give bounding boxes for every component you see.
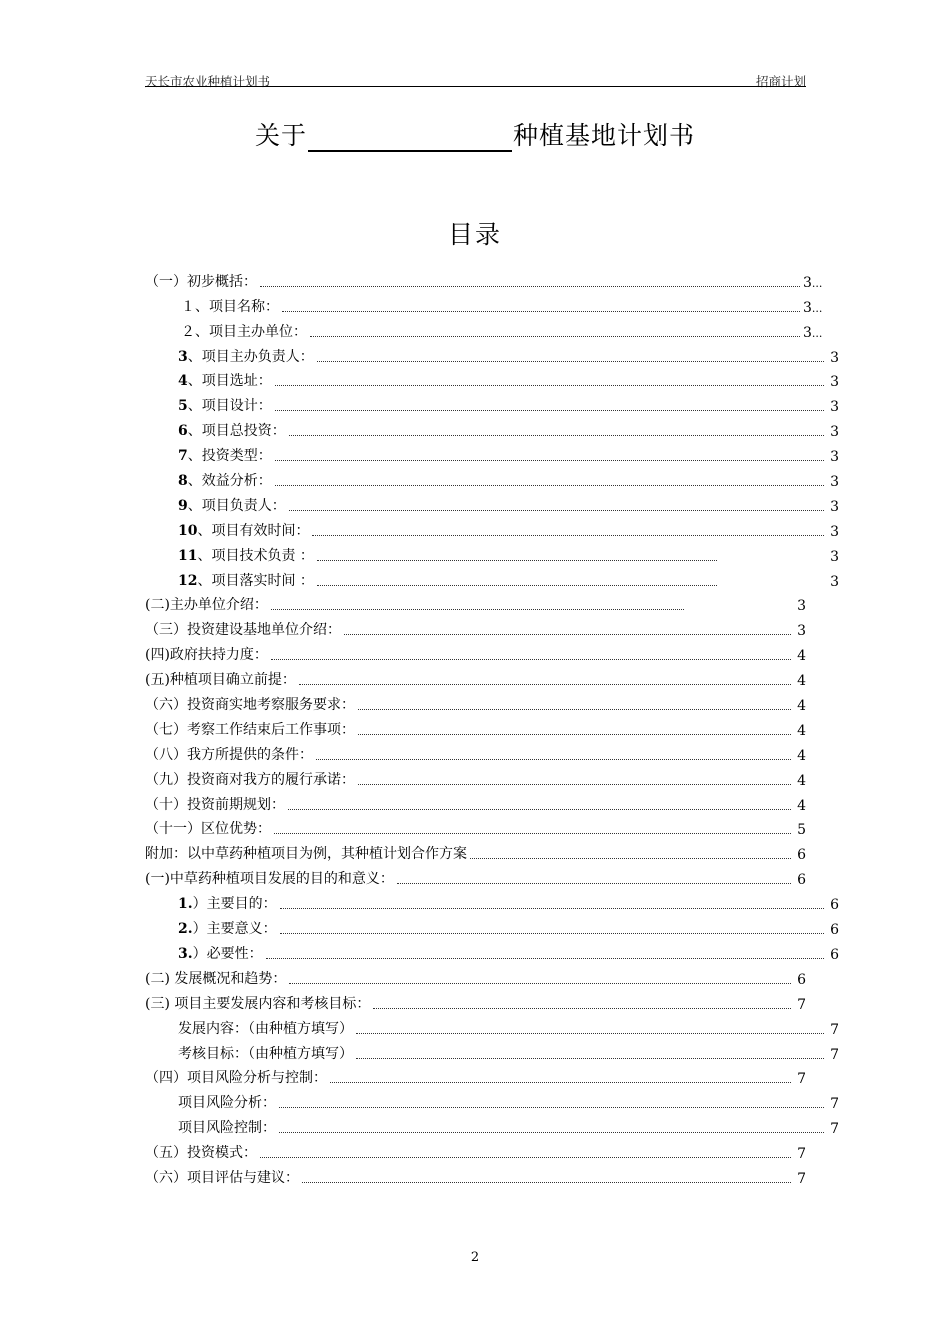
toc-entry-text: （六）项目评估与建议： [145, 1169, 299, 1186]
toc-entry-page: 4 [797, 797, 806, 814]
toc-entry[interactable] [145, 639, 806, 664]
toc-leader-dots [274, 832, 791, 834]
toc-entry-page: 4 [797, 698, 806, 715]
toc-entry-page: 3 [830, 424, 839, 441]
toc-entry[interactable] [145, 963, 806, 988]
toc-entry-number: 4 [178, 373, 188, 390]
toc-entry-text: 、项目总投资： [187, 423, 286, 440]
toc-entry-text: 附加：以中草药种植项目为例，其种植计划合作方案 [145, 846, 467, 863]
toc-entry[interactable] [145, 988, 806, 1013]
toc-entry-number: 5 [178, 398, 188, 415]
toc-entry-page: 3 [830, 548, 839, 565]
toc-entry-trail: ... [811, 301, 823, 315]
toc-leader-dots [279, 1106, 824, 1108]
toc-entry-page: 3... [803, 274, 823, 291]
toc-leader-dots [310, 335, 800, 337]
toc-entry-text: 项目风险控制： [178, 1120, 276, 1137]
toc-entry-page: 3 [830, 474, 839, 491]
toc-entry-label [145, 719, 355, 739]
toc-entry-number: 7 [178, 448, 188, 465]
toc-leader-dots [317, 360, 824, 362]
toc-entry-text: 、项目选址： [187, 373, 272, 390]
header-document-title: 天长市农业种植计划书 [145, 74, 271, 89]
toc-entry-label [145, 694, 355, 714]
toc-leader-dots [260, 285, 800, 287]
toc-leader-dots [330, 1081, 791, 1083]
toc-entry-label [178, 545, 314, 565]
toc-entry-label [145, 644, 268, 664]
toc-entry-page: 7 [797, 996, 806, 1013]
toc-entry-label [178, 893, 277, 913]
toc-entry[interactable] [145, 415, 839, 440]
toc-leader-dots [358, 783, 791, 785]
toc-entry-label [145, 843, 467, 863]
toc-entry-number: 1. [178, 896, 193, 913]
toc-entry-page: 3 [830, 498, 839, 515]
toc-entry[interactable] [145, 789, 806, 814]
toc-entry-text: 、项目设计： [187, 398, 272, 415]
toc-entry[interactable] [145, 888, 839, 913]
toc-entry[interactable] [145, 714, 806, 739]
toc-entry[interactable] [145, 689, 806, 714]
toc-entry-text: 考核目标：（由种植方填写） [178, 1045, 353, 1062]
toc-entry-text: （四）项目风险分析与控制： [145, 1070, 327, 1087]
toc-entry-page: 6 [797, 847, 806, 864]
toc-leader-dots [275, 459, 824, 461]
toc-entry-label [178, 570, 314, 590]
toc-entry-page: 7 [830, 1096, 839, 1113]
page-number: 2 [470, 1250, 480, 1265]
toc-entry[interactable] [145, 764, 806, 789]
toc-entry[interactable] [145, 515, 839, 540]
toc-entry[interactable] [145, 838, 806, 863]
toc-entry[interactable] [145, 390, 839, 415]
toc-leader-dots [282, 310, 800, 312]
toc-entry-page: 4 [797, 673, 806, 690]
toc-entry[interactable] [145, 1137, 806, 1162]
toc-entry-label [178, 420, 286, 440]
toc-entry[interactable] [145, 490, 839, 515]
toc-entry-number: 11 [178, 547, 198, 564]
toc-entry-label [178, 470, 272, 490]
toc-entry-text: 、项目主办负责人： [187, 348, 314, 365]
toc-entry-page: 3 [797, 623, 806, 640]
toc-entry-label [181, 321, 307, 341]
toc-entry-label [145, 1167, 299, 1187]
toc-entry-label [178, 1043, 353, 1063]
toc-entry[interactable] [145, 440, 839, 465]
toc-entry[interactable] [145, 814, 806, 839]
toc-leader-dots [289, 509, 824, 511]
toc-entry[interactable] [145, 465, 839, 490]
toc-entry-text: （六）投资商实地考察服务要求： [145, 697, 355, 714]
toc-entry-page: 4 [797, 747, 806, 764]
toc-entry-label [145, 794, 285, 814]
toc-entry[interactable] [145, 1162, 806, 1187]
toc-entry[interactable] [145, 1038, 839, 1063]
title-suffix: 种植基地计划书 [513, 121, 696, 150]
toc-entry-number: 9 [178, 497, 188, 514]
toc-entry-label [145, 868, 394, 888]
toc-entry-number: 8 [178, 473, 188, 490]
toc-leader-dots [470, 857, 791, 859]
toc-entry-text: 、项目有效时间： [197, 522, 310, 539]
toc-entry-page: 3... [803, 299, 823, 316]
toc-entry-page: 5 [797, 822, 806, 839]
toc-entry-number: 10 [178, 522, 198, 539]
toc-entry-page: 4 [797, 772, 806, 789]
toc-entry-text: (一)中草药种植项目发展的目的和意义： [145, 871, 394, 888]
toc-entry-text: (二) 发展概况和趋势： [145, 970, 287, 987]
toc-entry-text: ）主要意义： [192, 921, 277, 938]
header-section-title: 招商计划 [755, 74, 806, 89]
toc-entry-page: 3... [803, 324, 823, 341]
toc-entry[interactable] [145, 1013, 839, 1038]
toc-entry-text: ）必要性： [192, 945, 263, 962]
toc-entry[interactable] [145, 664, 806, 689]
toc-entry-label [145, 744, 313, 764]
toc-entry[interactable] [145, 590, 806, 615]
toc-entry[interactable] [145, 1063, 806, 1088]
toc-entry-label [145, 669, 296, 689]
toc-entry-text: (五)种植项目确立前提： [145, 672, 296, 689]
toc-entry-label [178, 370, 272, 390]
toc-entry[interactable] [145, 913, 839, 938]
toc-leader-dots [373, 1007, 791, 1009]
toc-entry-label [178, 346, 314, 366]
toc-entry-number: 3 [178, 348, 188, 365]
toc-entry-text: (四)政府扶持力度： [145, 647, 268, 664]
toc-entry-text: 、项目落实时间 ： [197, 572, 314, 589]
toc-entry-page: 3 [797, 598, 806, 615]
toc-leader-dots [288, 808, 791, 810]
toc-entry-label [178, 495, 286, 515]
toc-entry-text: （十一）区位优势： [145, 821, 271, 838]
toc-entry-label [178, 395, 272, 415]
toc-entry-text: （九）投资商对我方的履行承诺： [145, 771, 355, 788]
toc-leader-dots [397, 882, 791, 884]
toc-entry-text: （五）投资模式： [145, 1145, 257, 1162]
toc-entry-number: 3. [178, 945, 193, 962]
toc-leader-dots [299, 683, 791, 685]
toc-entry-number: 12 [178, 572, 198, 589]
document-title [0, 116, 950, 152]
toc-leader-dots [271, 608, 684, 610]
toc-leader-dots [280, 907, 824, 909]
table-of-contents [145, 266, 839, 1187]
toc-entry-page: 4 [797, 722, 806, 739]
toc-leader-dots [317, 584, 717, 586]
toc-entry-label [145, 818, 271, 838]
toc-entry-text: 、效益分析： [187, 473, 272, 490]
toc-entry-page: 6 [797, 872, 806, 889]
toc-entry-page: 6 [830, 897, 839, 914]
toc-entry-text: 、投资类型： [187, 448, 272, 465]
toc-entry-page: 6 [830, 946, 839, 963]
toc-leader-dots [275, 384, 824, 386]
toc-entry[interactable] [145, 316, 825, 341]
toc-entry-label [145, 271, 257, 291]
toc-entry-number: 2. [178, 921, 193, 938]
toc-entry-text: (三) 项目主要发展内容和考核目标： [145, 995, 371, 1012]
toc-entry-label [178, 1117, 276, 1137]
toc-entry-text: 、项目技术负责 ： [197, 547, 314, 564]
toc-entry-label [178, 1018, 353, 1038]
toc-entry-label [178, 918, 277, 938]
toc-heading: 目录 [447, 220, 502, 249]
toc-entry-trail: ... [811, 276, 823, 290]
toc-entry-label [178, 1092, 276, 1112]
toc-entry-page: 6 [830, 922, 839, 939]
toc-entry-page: 3 [830, 349, 839, 366]
toc-entry-label [178, 445, 272, 465]
toc-leader-dots [279, 1131, 824, 1133]
toc-leader-dots [317, 559, 717, 561]
toc-entry-label [178, 520, 309, 540]
toc-entry-page: 7 [830, 1046, 839, 1063]
toc-entry-text: １、项目名称： [181, 298, 279, 315]
toc-entry-page: 7 [797, 1146, 806, 1163]
toc-leader-dots [280, 932, 824, 934]
toc-entry[interactable] [145, 565, 839, 590]
toc-entry-label [145, 619, 341, 639]
toc-entry-text: （八）我方所提供的条件： [145, 746, 313, 763]
toc-entry-label [145, 993, 370, 1013]
toc-entry-page: 4 [797, 648, 806, 665]
toc-entry[interactable] [145, 938, 839, 963]
toc-entry-label [145, 968, 286, 988]
toc-entry-text: （七）考察工作结束后工作事项： [145, 721, 355, 738]
toc-leader-dots [289, 434, 824, 436]
toc-leader-dots [356, 1057, 824, 1059]
toc-entry-text: （三）投资建设基地单位介绍： [145, 622, 341, 639]
toc-leader-dots [260, 1156, 791, 1158]
toc-leader-dots [275, 409, 824, 411]
toc-entry-label [145, 594, 268, 614]
toc-entry-page: 6 [797, 971, 806, 988]
toc-entry-text: (二)主办单位介绍： [145, 597, 268, 614]
toc-leader-dots [316, 758, 791, 760]
toc-entry[interactable] [145, 614, 806, 639]
toc-entry-label [145, 1142, 257, 1162]
toc-leader-dots [271, 658, 791, 660]
toc-entry-text: ）主要目的： [192, 896, 277, 913]
toc-leader-dots [289, 982, 791, 984]
toc-entry[interactable] [145, 341, 839, 366]
toc-leader-dots [302, 1181, 791, 1183]
toc-entry-text: ２、项目主办单位： [181, 323, 307, 340]
toc-leader-dots [312, 534, 824, 536]
toc-entry-label [145, 769, 355, 789]
toc-entry-page: 3 [830, 399, 839, 416]
toc-entry[interactable] [145, 1112, 839, 1137]
toc-entry-page: 7 [830, 1021, 839, 1038]
toc-entry[interactable] [145, 291, 825, 316]
toc-entry-number: 6 [178, 423, 188, 440]
toc-entry-label [181, 296, 279, 316]
toc-entry-page: 7 [797, 1170, 806, 1187]
toc-entry[interactable] [145, 366, 839, 391]
toc-entry-page: 3 [830, 374, 839, 391]
toc-leader-dots [358, 733, 791, 735]
toc-entry[interactable] [145, 540, 839, 565]
toc-leader-dots [344, 633, 791, 635]
toc-entry-page: 7 [797, 1071, 806, 1088]
toc-entry-page: 3 [830, 449, 839, 466]
toc-entry[interactable] [145, 1087, 839, 1112]
toc-entry-text: 发展内容：（由种植方填写） [178, 1020, 353, 1037]
toc-entry-text: （一）初步概括： [145, 273, 257, 290]
toc-entry[interactable] [145, 739, 806, 764]
header-rule [145, 86, 806, 87]
toc-entry-text: 、项目负责人： [187, 497, 286, 514]
toc-entry[interactable] [145, 863, 806, 888]
toc-entry-label [178, 943, 263, 963]
toc-leader-dots [275, 484, 824, 486]
toc-entry[interactable] [145, 266, 825, 291]
toc-entry-text: 项目风险分析： [178, 1095, 276, 1112]
toc-entry-text: （十）投资前期规划： [145, 796, 285, 813]
toc-leader-dots [358, 708, 791, 710]
title-prefix: 关于 [254, 121, 307, 150]
toc-leader-dots [356, 1032, 824, 1034]
toc-entry-page: 3 [830, 573, 839, 590]
toc-entry-trail: ... [811, 326, 823, 340]
toc-entry-label [145, 1067, 327, 1087]
title-blank-line [308, 116, 512, 152]
toc-entry-page: 7 [830, 1121, 839, 1138]
toc-leader-dots [266, 957, 824, 959]
toc-entry-page: 3 [830, 523, 839, 540]
